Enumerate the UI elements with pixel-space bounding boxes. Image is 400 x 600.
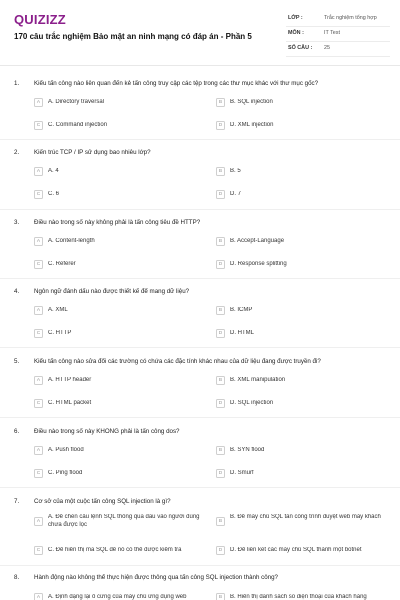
meta-value: IT Test	[324, 30, 340, 36]
meta-row-count	[286, 42, 390, 57]
question-divider	[0, 278, 400, 279]
option-b[interactable]	[216, 303, 394, 317]
question-text: Điều nào trong số này không phải là tấn công tiêu đề HTTP?	[34, 219, 201, 226]
option-d[interactable]	[216, 466, 394, 480]
option-a[interactable]	[34, 164, 212, 178]
option-text: A. Directory traversal	[48, 99, 105, 105]
question-divider	[0, 565, 400, 566]
option-a[interactable]	[34, 373, 212, 387]
option-text: C. HTML packet	[48, 400, 92, 406]
option-d[interactable]	[216, 396, 394, 410]
question-text: Cơ sở của một cuộc tấn công SQL injection là gì?	[34, 498, 171, 505]
option-b[interactable]	[216, 514, 394, 534]
worksheet-title: 170 câu trắc nghiệm Bảo mật an ninh mạng có đáp án - Phần 5	[14, 32, 252, 41]
option-d[interactable]	[216, 187, 394, 201]
option-text: B. SYN flood	[230, 447, 265, 453]
option-letter-box: A	[34, 376, 43, 385]
question-divider	[0, 347, 400, 348]
option-text: C. Referer	[48, 261, 76, 267]
option-letter-box: D	[216, 190, 225, 199]
option-letter-box: D	[216, 260, 225, 269]
option-text: A. Định dạng lại ổ cứng của máy chủ ứng dụng web	[48, 594, 187, 600]
option-b[interactable]	[216, 443, 394, 457]
option-b[interactable]	[216, 373, 394, 387]
quizizz-logo: QUIZIZZ	[14, 12, 66, 27]
option-letter-box: B	[216, 376, 225, 385]
option-letter-box: B	[216, 98, 225, 107]
option-a[interactable]	[34, 234, 212, 248]
question-number: 6.	[14, 428, 20, 435]
option-text: A. XML	[48, 307, 68, 313]
option-text: B. SQL injection	[230, 99, 273, 105]
option-letter-box: D	[216, 399, 225, 408]
option-text: A. HTTP header	[48, 377, 92, 383]
option-a[interactable]	[34, 590, 212, 600]
option-text: D. 7	[230, 191, 242, 197]
option-b[interactable]	[216, 95, 394, 109]
question-text: Kiến trúc TCP / IP sử dụng bao nhiêu lớp?	[34, 149, 151, 156]
meta-label: SỐ CÂU :	[288, 45, 313, 51]
option-letter-box: A	[34, 517, 43, 526]
option-a[interactable]	[34, 303, 212, 317]
option-c[interactable]	[34, 118, 212, 132]
meta-value: 25	[324, 45, 330, 51]
question-divider	[0, 209, 400, 210]
option-b[interactable]	[216, 164, 394, 178]
option-text: C. Command injection	[48, 122, 108, 128]
option-c[interactable]	[34, 466, 212, 480]
question-text: Ngôn ngữ đánh dấu nào được thiết kế để mang dữ liệu?	[34, 288, 190, 295]
option-text: D. Smurf	[230, 470, 254, 476]
option-letter-box: D	[216, 469, 225, 478]
option-letter-box: A	[34, 237, 43, 246]
meta-value: Trắc nghiệm tổng hợp	[324, 15, 377, 21]
question-number: 7.	[14, 498, 20, 505]
question-number: 4.	[14, 288, 20, 295]
worksheet-meta	[286, 12, 390, 57]
option-text: D. HTML	[230, 330, 254, 336]
option-letter-box: C	[34, 190, 43, 199]
question-divider	[0, 139, 400, 140]
option-letter-box: C	[34, 121, 43, 130]
option-text: B. XML manipulation	[230, 377, 286, 383]
meta-label: LỚP :	[288, 15, 303, 21]
option-c[interactable]	[34, 543, 212, 557]
option-text: A. 4	[48, 168, 59, 174]
question-text: Hành động nào không thể thực hiện được thông qua tấn công SQL injection thành công?	[34, 574, 278, 581]
meta-row-class	[286, 12, 390, 27]
question-text: Kiểu tấn công nào sửa đổi các trường có chứa các đặc tính khác nhau của dữ liệu đang được truyền đi?	[34, 358, 321, 365]
option-letter-box: B	[216, 167, 225, 176]
option-letter-box: C	[34, 546, 43, 555]
question-number: 2.	[14, 149, 20, 156]
option-text: A. Push flood	[48, 447, 84, 453]
option-letter-box: C	[34, 469, 43, 478]
question-number: 1.	[14, 80, 20, 87]
option-text: B. Để máy chủ SQL tấn công trình duyệt web máy khách	[230, 514, 381, 520]
question-number: 3.	[14, 219, 20, 226]
option-letter-box: B	[216, 237, 225, 246]
option-letter-box: A	[34, 593, 43, 600]
option-text: B. 5	[230, 168, 241, 174]
option-c[interactable]	[34, 396, 212, 410]
question-text: Kiểu tấn công nào liên quan đến kẻ tấn công truy cập các tệp trong các thư mục khác với thư mục gốc?	[34, 80, 319, 87]
meta-row-subject	[286, 27, 390, 42]
question-divider	[0, 417, 400, 418]
option-letter-box: A	[34, 98, 43, 107]
option-d[interactable]	[216, 326, 394, 340]
option-d[interactable]	[216, 543, 394, 557]
question-divider	[0, 487, 400, 488]
option-c[interactable]	[34, 257, 212, 271]
option-letter-box: D	[216, 121, 225, 130]
option-c[interactable]	[34, 187, 212, 201]
option-text: B. ICMP	[230, 307, 253, 313]
meta-label: MÔN :	[288, 30, 304, 36]
option-a[interactable]	[34, 514, 212, 534]
option-d[interactable]	[216, 118, 394, 132]
option-b[interactable]	[216, 590, 394, 600]
option-d[interactable]	[216, 257, 394, 271]
option-text: C. Để hiển thị mã SQL để nó có thể được kiểm tra	[48, 547, 182, 553]
option-c[interactable]	[34, 326, 212, 340]
option-text: C. Ping flood	[48, 470, 83, 476]
option-letter-box: A	[34, 306, 43, 315]
option-text: A. Để chèn câu lệnh SQL thông qua đầu vào người dùng chưa được lọc	[48, 514, 200, 528]
option-text: D. XML injection	[230, 122, 274, 128]
option-b[interactable]	[216, 234, 394, 248]
option-letter-box: B	[216, 517, 225, 526]
question-text: Điều nào trong số này KHÔNG phải là tấn công dos?	[34, 428, 180, 435]
option-text: A. Content-length	[48, 238, 95, 244]
option-letter-box: D	[216, 546, 225, 555]
option-a[interactable]	[34, 443, 212, 457]
option-text: B. Hiển thị danh sách số điện thoại của khách hàng	[230, 594, 367, 600]
option-a[interactable]	[34, 95, 212, 109]
option-text: D. Để liên kết các máy chủ SQL thành một botnet	[230, 547, 362, 553]
option-letter-box: A	[34, 446, 43, 455]
question-number: 5.	[14, 358, 20, 365]
option-text: B. Accept-Language	[230, 238, 285, 244]
question-number: 8.	[14, 574, 20, 581]
option-letter-box: C	[34, 329, 43, 338]
option-letter-box: A	[34, 167, 43, 176]
option-text: C. HTTP	[48, 330, 72, 336]
option-letter-box: B	[216, 306, 225, 315]
option-text: D. SQL injection	[230, 400, 274, 406]
option-letter-box: B	[216, 446, 225, 455]
option-letter-box: B	[216, 593, 225, 600]
worksheet-header	[0, 0, 400, 66]
option-text: C. 6	[48, 191, 60, 197]
option-letter-box: D	[216, 329, 225, 338]
option-letter-box: C	[34, 260, 43, 269]
option-letter-box: C	[34, 399, 43, 408]
option-text: D. Response splitting	[230, 261, 287, 267]
